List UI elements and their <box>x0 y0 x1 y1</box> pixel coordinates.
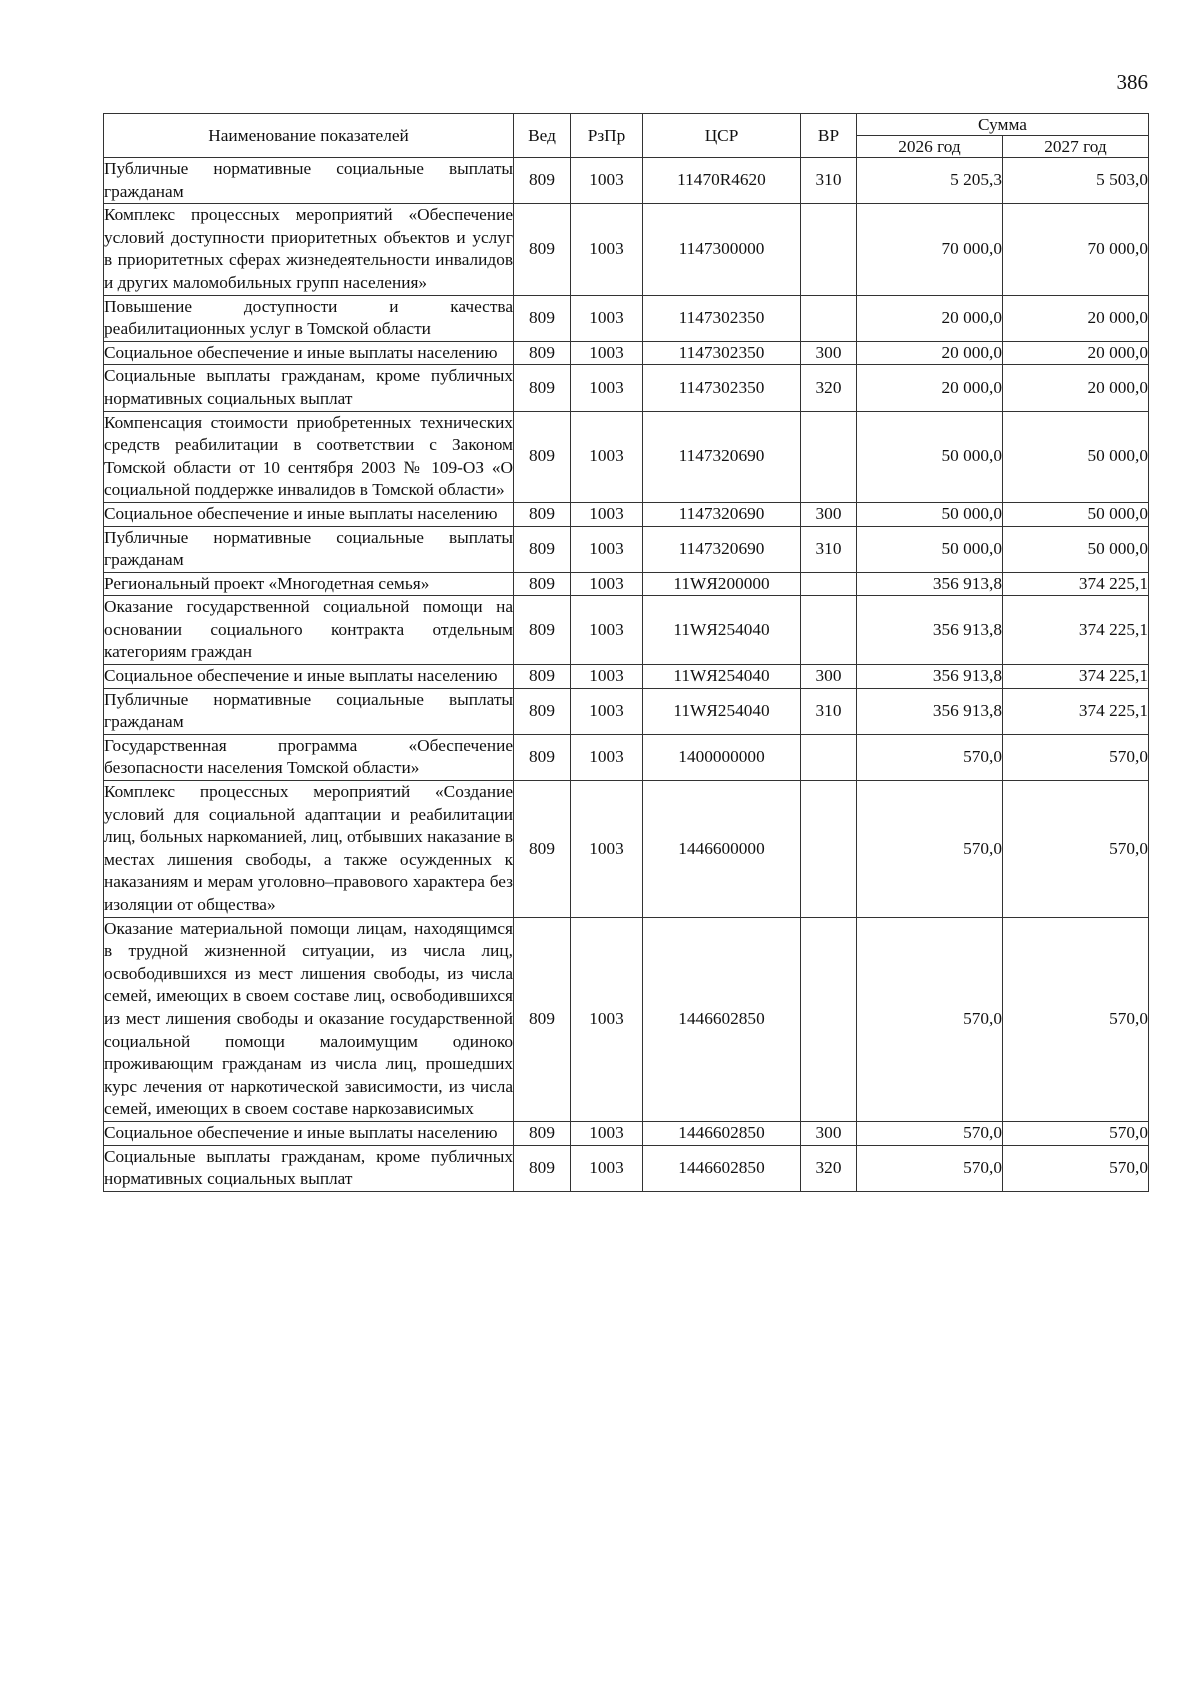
row-sum-2026: 570,0 <box>857 1145 1003 1191</box>
row-name: Компенсация стоимости приобретенных технических средств реабилитации в соответствии с Законом Томской области от 10 сентября 2003 № 109-ОЗ «О социальной поддержке инвалидов в Томской области» <box>104 411 514 502</box>
row-csr: 11WЯ200000 <box>643 572 801 596</box>
row-sum-2026: 20 000,0 <box>857 341 1003 365</box>
row-csr: 1147302350 <box>643 341 801 365</box>
row-ved: 809 <box>514 688 571 734</box>
page-number: 386 <box>1116 70 1148 94</box>
row-name: Публичные нормативные социальные выплаты гражданам <box>104 526 514 572</box>
header-csr: ЦСР <box>643 114 801 158</box>
row-name: Социальные выплаты гражданам, кроме публичных нормативных социальных выплат <box>104 1145 514 1191</box>
row-sum-2026: 356 913,8 <box>857 572 1003 596</box>
row-rzpr: 1003 <box>571 734 643 780</box>
header-vr: ВР <box>801 114 857 158</box>
header-year-2026: 2026 год <box>857 136 1003 158</box>
row-csr: 1147320690 <box>643 502 801 526</box>
row-name: Комплекс процессных мероприятий «Обеспечение условий доступности приоритетных объектов и услуг в приоритетных сферах жизнедеятельности инвалидов и других маломобильных групп населения» <box>104 204 514 295</box>
row-csr: 11WЯ254040 <box>643 596 801 665</box>
row-vr <box>801 411 857 502</box>
table-row <box>104 781 1149 918</box>
row-vr: 310 <box>801 688 857 734</box>
row-name: Оказание материальной помощи лицам, находящимся в трудной жизненной ситуации, из числа лиц, освободившихся из мест лишения свободы, из числа семей, имеющих в своем составе лиц, освободившихся из мест лишения свободы и оказание государственной социальной помощи малоимущим одиноко проживающим гражданам из числа лиц, прошедших курс лечения от наркотической зависимости, из числа семей, имеющих в своем составе наркозависимых <box>104 917 514 1121</box>
row-ved: 809 <box>514 341 571 365</box>
row-sum-2026: 356 913,8 <box>857 665 1003 689</box>
table-body <box>104 158 1149 1192</box>
row-vr: 300 <box>801 502 857 526</box>
row-vr: 300 <box>801 341 857 365</box>
row-vr <box>801 204 857 295</box>
row-vr <box>801 917 857 1121</box>
row-sum-2026: 5 205,3 <box>857 158 1003 204</box>
row-sum-2027: 570,0 <box>1003 734 1149 780</box>
row-name: Повышение доступности и качества реабилитационных услуг в Томской области <box>104 295 514 341</box>
row-sum-2027: 70 000,0 <box>1003 204 1149 295</box>
row-rzpr: 1003 <box>571 1145 643 1191</box>
row-name: Социальное обеспечение и иные выплаты населению <box>104 341 514 365</box>
header-sum: Сумма <box>857 114 1149 136</box>
row-sum-2027: 50 000,0 <box>1003 526 1149 572</box>
row-csr: 1147302350 <box>643 365 801 411</box>
row-rzpr: 1003 <box>571 365 643 411</box>
row-csr: 1446602850 <box>643 1121 801 1145</box>
table-row <box>104 158 1149 204</box>
table-row <box>104 734 1149 780</box>
row-ved: 809 <box>514 1121 571 1145</box>
row-rzpr: 1003 <box>571 341 643 365</box>
row-name: Публичные нормативные социальные выплаты гражданам <box>104 688 514 734</box>
row-sum-2027: 374 225,1 <box>1003 665 1149 689</box>
table-row <box>104 526 1149 572</box>
row-sum-2026: 50 000,0 <box>857 526 1003 572</box>
row-ved: 809 <box>514 1145 571 1191</box>
row-rzpr: 1003 <box>571 526 643 572</box>
table-row <box>104 204 1149 295</box>
row-name: Социальное обеспечение и иные выплаты населению <box>104 1121 514 1145</box>
row-rzpr: 1003 <box>571 781 643 918</box>
row-sum-2026: 20 000,0 <box>857 295 1003 341</box>
row-csr: 1147320690 <box>643 526 801 572</box>
table-row <box>104 572 1149 596</box>
row-sum-2026: 50 000,0 <box>857 502 1003 526</box>
row-vr: 320 <box>801 365 857 411</box>
row-csr: 1147300000 <box>643 204 801 295</box>
table-row <box>104 1121 1149 1145</box>
row-rzpr: 1003 <box>571 688 643 734</box>
row-csr: 1446602850 <box>643 1145 801 1191</box>
row-sum-2027: 20 000,0 <box>1003 295 1149 341</box>
row-rzpr: 1003 <box>571 295 643 341</box>
row-name: Государственная программа «Обеспечение безопасности населения Томской области» <box>104 734 514 780</box>
budget-table <box>103 113 1149 1192</box>
table-row <box>104 365 1149 411</box>
row-sum-2027: 374 225,1 <box>1003 596 1149 665</box>
row-sum-2027: 570,0 <box>1003 1121 1149 1145</box>
row-csr: 1400000000 <box>643 734 801 780</box>
table-row <box>104 1145 1149 1191</box>
row-name: Оказание государственной социальной помощи на основании социального контракта отдельным категориям граждан <box>104 596 514 665</box>
row-vr <box>801 734 857 780</box>
row-csr: 1446602850 <box>643 917 801 1121</box>
row-sum-2027: 20 000,0 <box>1003 365 1149 411</box>
row-sum-2027: 570,0 <box>1003 917 1149 1121</box>
row-sum-2026: 570,0 <box>857 917 1003 1121</box>
row-ved: 809 <box>514 502 571 526</box>
row-rzpr: 1003 <box>571 572 643 596</box>
row-rzpr: 1003 <box>571 204 643 295</box>
row-vr: 320 <box>801 1145 857 1191</box>
row-rzpr: 1003 <box>571 411 643 502</box>
row-ved: 809 <box>514 781 571 918</box>
table-row <box>104 596 1149 665</box>
row-ved: 809 <box>514 572 571 596</box>
row-csr: 1147320690 <box>643 411 801 502</box>
row-rzpr: 1003 <box>571 596 643 665</box>
table-row <box>104 665 1149 689</box>
row-sum-2027: 5 503,0 <box>1003 158 1149 204</box>
table-row <box>104 502 1149 526</box>
row-name: Социальные выплаты гражданам, кроме публичных нормативных социальных выплат <box>104 365 514 411</box>
header-ved: Вед <box>514 114 571 158</box>
row-csr: 11WЯ254040 <box>643 665 801 689</box>
row-csr: 11470R4620 <box>643 158 801 204</box>
row-rzpr: 1003 <box>571 502 643 526</box>
row-sum-2027: 374 225,1 <box>1003 688 1149 734</box>
row-sum-2026: 570,0 <box>857 734 1003 780</box>
row-rzpr: 1003 <box>571 1121 643 1145</box>
row-ved: 809 <box>514 734 571 780</box>
row-sum-2027: 50 000,0 <box>1003 502 1149 526</box>
row-vr <box>801 572 857 596</box>
header-rzpr: РзПр <box>571 114 643 158</box>
row-vr: 310 <box>801 526 857 572</box>
row-ved: 809 <box>514 596 571 665</box>
row-sum-2027: 50 000,0 <box>1003 411 1149 502</box>
row-sum-2026: 20 000,0 <box>857 365 1003 411</box>
row-sum-2026: 570,0 <box>857 1121 1003 1145</box>
row-csr: 1446600000 <box>643 781 801 918</box>
row-sum-2026: 356 913,8 <box>857 688 1003 734</box>
row-csr: 1147302350 <box>643 295 801 341</box>
table-row <box>104 411 1149 502</box>
header-name: Наименование показателей <box>104 114 514 158</box>
row-vr <box>801 596 857 665</box>
table-row <box>104 295 1149 341</box>
header-year-2027: 2027 год <box>1003 136 1149 158</box>
row-ved: 809 <box>514 158 571 204</box>
row-name: Социальное обеспечение и иные выплаты населению <box>104 665 514 689</box>
row-sum-2026: 50 000,0 <box>857 411 1003 502</box>
row-ved: 809 <box>514 526 571 572</box>
row-vr <box>801 781 857 918</box>
row-vr: 300 <box>801 1121 857 1145</box>
row-sum-2027: 374 225,1 <box>1003 572 1149 596</box>
row-vr: 310 <box>801 158 857 204</box>
row-rzpr: 1003 <box>571 158 643 204</box>
row-name: Комплекс процессных мероприятий «Создание условий для социальной адаптации и реабилитации лиц, больных наркоманией, лиц, отбывших наказание в местах лишения свободы, а также осужденных к наказаниям и мерам уголовно–правового характера без изоляции от общества» <box>104 781 514 918</box>
row-ved: 809 <box>514 411 571 502</box>
row-ved: 809 <box>514 365 571 411</box>
row-name: Социальное обеспечение и иные выплаты населению <box>104 502 514 526</box>
row-ved: 809 <box>514 917 571 1121</box>
table-row <box>104 917 1149 1121</box>
row-name: Региональный проект «Многодетная семья» <box>104 572 514 596</box>
row-rzpr: 1003 <box>571 917 643 1121</box>
row-vr: 300 <box>801 665 857 689</box>
row-vr <box>801 295 857 341</box>
row-sum-2027: 570,0 <box>1003 781 1149 918</box>
row-sum-2026: 70 000,0 <box>857 204 1003 295</box>
table-row <box>104 341 1149 365</box>
row-rzpr: 1003 <box>571 665 643 689</box>
table-row <box>104 688 1149 734</box>
row-sum-2027: 570,0 <box>1003 1145 1149 1191</box>
row-sum-2027: 20 000,0 <box>1003 341 1149 365</box>
row-csr: 11WЯ254040 <box>643 688 801 734</box>
row-name: Публичные нормативные социальные выплаты гражданам <box>104 158 514 204</box>
row-ved: 809 <box>514 665 571 689</box>
row-sum-2026: 356 913,8 <box>857 596 1003 665</box>
row-sum-2026: 570,0 <box>857 781 1003 918</box>
row-ved: 809 <box>514 204 571 295</box>
row-ved: 809 <box>514 295 571 341</box>
table-header <box>104 114 1149 158</box>
